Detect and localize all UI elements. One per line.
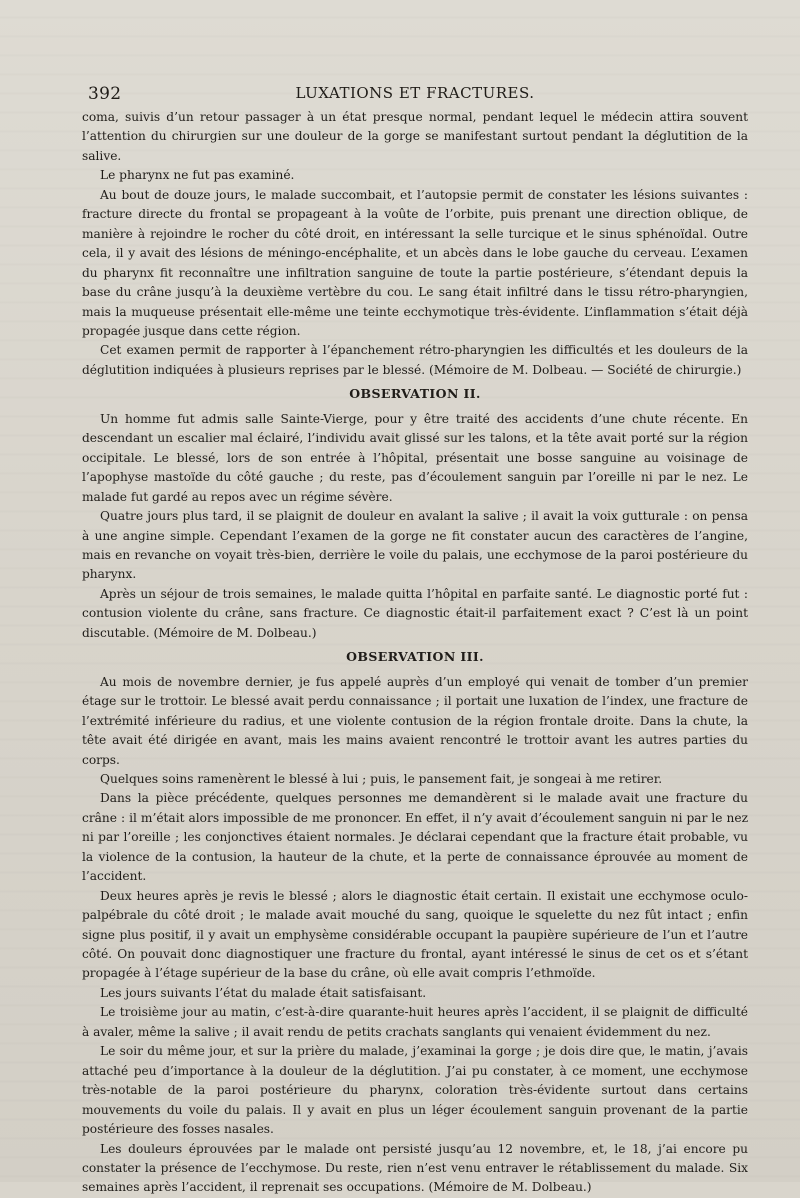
paragraph: Dans la pièce précédente, quelques personnes me demandèrent si le malade avait une fracture du crâne : il m’était alors impossible de me prononcer. En effet, il n’y avait d’écoulement sanguin ni par le nez ni par l’oreille ; les conjonctives étaient normales. Je déclarai cependant que la fracture était probable, vu la violence de la contusion, la hauteur de la chute, et la perte de connaissance éprouvée au moment de l’accident. <box>82 791 748 884</box>
paragraph: coma, suivis d’un retour passager à un état presque normal, pendant lequel le médecin attira souvent l’attention du chirurgien sur une douleur de la gorge se manifestant surtout pendant la déglutition de la salive. <box>82 110 748 163</box>
paragraph: Le pharynx ne fut pas examiné. <box>100 168 295 183</box>
paragraph: Le soir du même jour, et sur la prière du malade, j’examinai la gorge ; je dois dire que, le matin, j’avais attaché peu d’importance à la douleur de la déglutition. J’ai pu constater, à ce moment, une ecchymose très-notable de la paroi postérieure du pharynx, coloration très-évidente surtout dans certains mouvements du voile du palais. Il y avait en plus un léger écoulement sanguin provenant de la partie postérieure des fosses nasales. <box>82 1044 748 1137</box>
paragraph: Au bout de douze jours, le malade succombait, et l’autopsie permit de constater les lésions suivantes : fracture directe du frontal se propageant à la voûte de l’orbite, puis prenant une direction oblique, de manière à rejoindre le rocher du côté droit, en intéressant la selle turcique et le sinus sphénoïdal. Outre cela, il y avait des lésions de méningo-encéphalite, et un abcès dans le lobe gauche du cerveau. L’examen du pharynx fit reconnaître une infiltration sanguine de toute la partie postérieure, s’étendant depuis la base du crâne jusqu’à la deuxième vertèbre du cou. Le sang était infiltré dans le tissu rétro-pharyngien, mais la muqueuse présentait elle-même une teinte ecchymotique très-évidente. L’inflammation s’était déjà propagée jusque dans cette région. <box>82 187 748 338</box>
paragraph: Le troisième jour au matin, c’est-à-dire quarante-huit heures après l’accident, il se plaignit de difficulté à avaler, même la salive ; il avait rendu de petits crachats sanglants qui venaient évidemment du nez. <box>82 1005 748 1039</box>
paragraph: Au mois de novembre dernier, je fus appelé auprès d’un employé qui venait de tomber d’un premier étage sur le trottoir. Le blessé avait perdu connaissance ; il portait une luxation de l’index, une fracture de l’extrémité inférieure du radius, et une violente contusion de la région frontale droite. Dans la chute, la tête avait été dirigée en avant, mais les mains avaient rencontré le trottoir avant les autres parties du corps. <box>82 674 748 767</box>
page-number: 392 <box>88 84 122 104</box>
paragraph: Un homme fut admis salle Sainte-Vierge, pour y être traité des accidents d’une chute récente. En descendant un escalier mal éclairé, l’individu avait glissé sur les talons, et la tête avait porté sur la région occipitale. Le blessé, lors de son entrée à l’hôpital, présentait une bosse sanguine au voisinage de l’apophyse mastoïde du côté gauche ; du reste, pas d’écoulement sanguin par l’oreille ni par le nez. Le malade fut gardé au repos avec un régime sévère. <box>82 411 748 504</box>
paragraph: Les douleurs éprouvées par le malade ont persisté jusqu’au 12 novembre, et, le 18, j’ai encore pu constater la présence de l’ecchymose. Du reste, rien n’est venu entraver le rétablissement du malade. Six semaines après l’accident, il reprenait ses occupations. (Mémoire de M. Dolbeau.) <box>82 1141 748 1195</box>
page-body-text <box>82 108 748 1198</box>
paragraph: Quelques soins ramenèrent le blessé à lui ; puis, le pansement fait, je songeai à me retirer. <box>100 771 663 786</box>
paragraph: Cet examen permit de rapporter à l’épanchement rétro-pharyngien les difficultés et les douleurs de la déglutition indiquées à plusieurs reprises par le blessé. (Mémoire de M. Dolbeau. — Société de chirurgie.) <box>82 343 748 377</box>
running-title: LUXATIONS ET FRACTURES. <box>295 84 535 102</box>
page-header <box>88 84 742 104</box>
section-heading-observation-2: OBSERVATION II. <box>349 386 481 402</box>
paragraph: Deux heures après je revis le blessé ; alors le diagnostic était certain. Il existait une ecchymose oculo-palpébrale du côté droit ; le malade avait mouché du sang, quoique le squelette du nez fût intact ; enfin signe plus positif, il y avait un emphysème considérable occupant la paupière supérieure de l’un et l’autre côté. On pouvait donc diagnostiquer une fracture du frontal, ayant intéressé le sinus de cet os et s’étant propagée à l’étage supérieur de la base du crâne, où elle avait compris l’ethmoïde. <box>82 888 748 981</box>
paragraph: Les jours suivants l’état du malade était satisfaisant. <box>100 985 427 1000</box>
paragraph: Après un séjour de trois semaines, le malade quitta l’hôpital en parfaite santé. Le diagnostic porté fut : contusion violente du crâne, sans fracture. Ce diagnostic était-il parfaitement exact ? C’est là un point discutable. (Mémoire de M. Dolbeau.) <box>82 586 748 640</box>
paragraph: Quatre jours plus tard, il se plaignit de douleur en avalant la salive ; il avait la voix gutturale : on pensa à une angine simple. Cependant l’examen de la gorge ne fit constater aucun des caractères de l’angine, mais en revanche on voyait très-bien, derrière le voile du palais, une ecchymose de la paroi postérieure du pharynx. <box>82 509 748 582</box>
section-heading-observation-3: OBSERVATION III. <box>346 649 484 665</box>
